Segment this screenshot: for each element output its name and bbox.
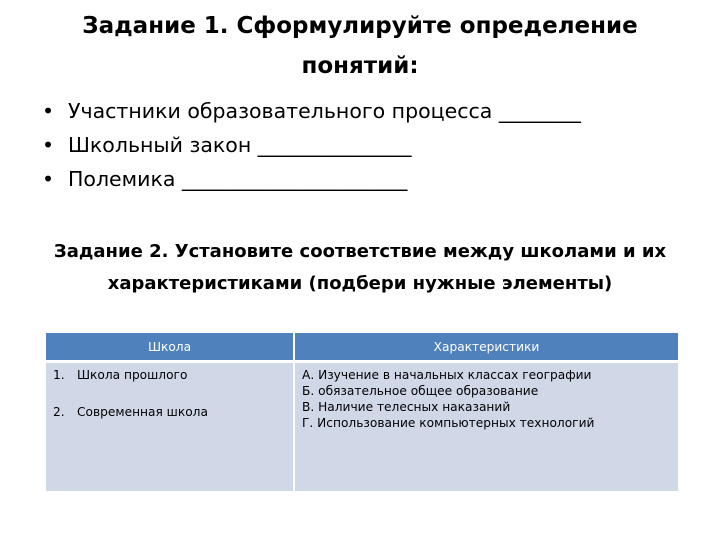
school-item [53, 404, 287, 420]
table-row [46, 362, 678, 492]
list-item-text: Полемика ______________________ [68, 167, 408, 191]
school-label: Современная школа [77, 405, 208, 419]
bullet-icon: • [42, 167, 55, 191]
characteristic-item: А. Изучение в начальных классах географии [302, 368, 592, 382]
task1-list [40, 94, 700, 196]
bullet-icon: • [42, 99, 55, 123]
list-item [40, 162, 700, 196]
characteristic-item: В. Наличие телесных наказаний [302, 400, 511, 414]
task2-title: Задание 2. Установите соответствие между школами и их характеристиками (подбери нужные элементы) [53, 241, 667, 294]
characteristic-item: Г. Использование компьютерных технологий [302, 416, 595, 430]
characteristic-item: Б. обязательное общее образование [302, 384, 539, 398]
table-header-row [46, 333, 678, 362]
list-item [40, 128, 700, 162]
matching-table [46, 333, 678, 491]
school-number: 1. [53, 368, 65, 382]
column-header-characteristics: Характеристики [294, 333, 678, 362]
characteristics-cell [294, 362, 678, 492]
school-list [53, 367, 287, 420]
school-label: Школа прошлого [77, 368, 188, 382]
school-item [53, 367, 287, 383]
list-item [40, 94, 700, 128]
list-item-text: Участники образовательного процесса ________ [68, 99, 581, 123]
list-item-text: Школьный закон _______________ [68, 133, 412, 157]
column-header-school: Школа [46, 333, 294, 362]
task1-title: Задание 1. Сформулируйте определение понятий: [82, 13, 638, 79]
school-number: 2. [53, 405, 65, 419]
bullet-icon: • [42, 133, 55, 157]
schools-cell [46, 362, 294, 492]
